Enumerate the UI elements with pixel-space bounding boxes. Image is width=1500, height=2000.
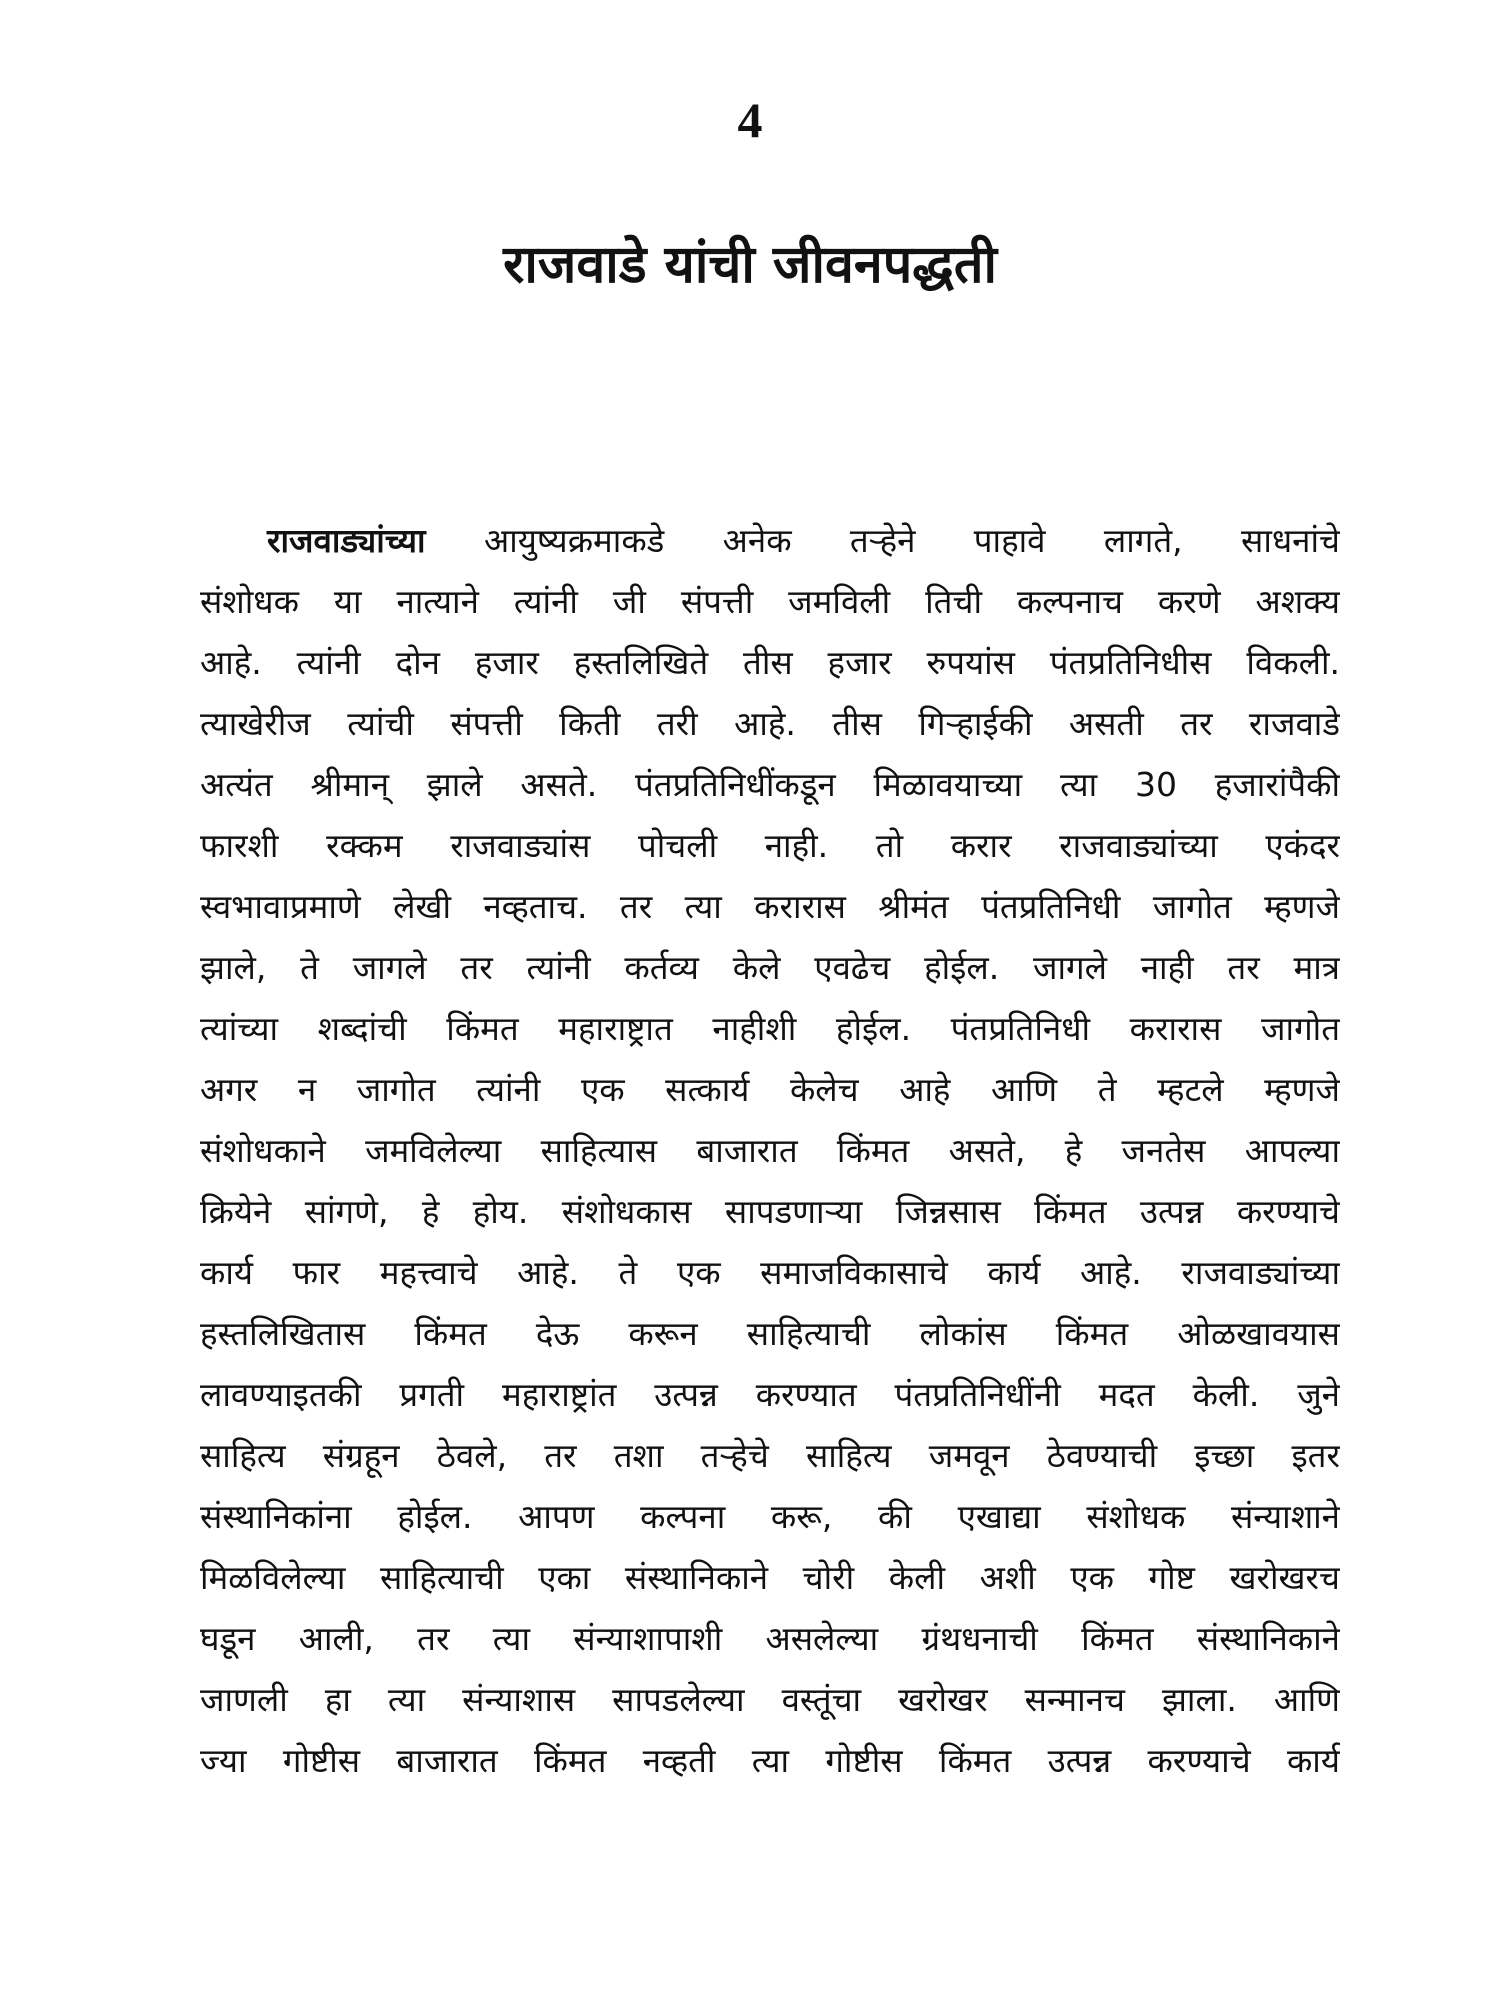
paragraph-line: अत्यंत श्रीमान् झाले असते. पंतप्रतिनिधींकडून मिळावयाच्या त्या 30 हजारांपैकी xyxy=(200,765,1340,804)
paragraph-line: झाले, ते जागले तर त्यांनी कर्तव्य केले एवढेच होईल. जागले नाही तर मात्र xyxy=(200,948,1340,987)
paragraph-line xyxy=(200,510,1340,571)
paragraph-line: मिळविलेल्या साहित्याची एका संस्थानिकाने चोरी केली अशी एक गोष्ट खरोखरच xyxy=(200,1558,1340,1597)
paragraph-line: त्याखेरीज त्यांची संपत्ती किती तरी आहे. तीस गिऱ्हाईकी असती तर राजवाडे xyxy=(200,704,1340,743)
paragraph-line: ज्या गोष्टीस बाजारात किंमत नव्हती त्या गोष्टीस किंमत उत्पन्न करण्याचे कार्य xyxy=(200,1741,1340,1780)
paragraph-line: जाणली हा त्या संन्याशास सापडलेल्या वस्तूंचा खरोखर सन्मानच झाला. आणि xyxy=(200,1680,1340,1719)
paragraph-line: लावण्याइतकी प्रगती महाराष्ट्रांत उत्पन्न करण्यात पंतप्रतिनिधींनी मदत केली. जुने xyxy=(200,1375,1340,1414)
paragraph-line: क्रियेने सांगणे, हे होय. संशोधकास सापडणाऱ्या जिन्नसास किंमत उत्पन्न करण्याचे xyxy=(200,1192,1340,1231)
paragraph-line: घडून आली, तर त्या संन्याशापाशी असलेल्या ग्रंथधनाची किंमत संस्थानिकाने xyxy=(200,1619,1340,1658)
paragraph-line: त्यांच्या शब्दांची किंमत महाराष्ट्रात नाहीशी होईल. पंतप्रतिनिधी करारास जागोत xyxy=(200,1009,1340,1048)
paragraph-line-text: आयुष्यक्रमाकडे अनेक तऱ्हेने पाहावे लागते, साधनांचे xyxy=(425,521,1340,560)
paragraph-line: स्वभावाप्रमाणे लेखी नव्हताच. तर त्या करारास श्रीमंत पंतप्रतिनिधी जागोत म्हणजे xyxy=(200,887,1340,926)
paragraph-line: हस्तलिखितास किंमत देऊ करून साहित्याची लोकांस किंमत ओळखावयास xyxy=(200,1314,1340,1353)
chapter-title: राजवाडे यांची जीवनपद्धती xyxy=(503,235,997,295)
paragraph-line: संशोधक या नात्याने त्यांनी जी संपत्ती जमविली तिची कल्पनाच करणे अशक्य xyxy=(200,582,1340,621)
paragraph-line: संशोधकाने जमविलेल्या साहित्यास बाजारात किंमत असते, हे जनतेस आपल्या xyxy=(200,1131,1340,1170)
paragraph-line: आहे. त्यांनी दोन हजार हस्तलिखिते तीस हजार रुपयांस पंतप्रतिनिधीस विकली. xyxy=(200,643,1340,682)
paragraph-line: साहित्य संग्रहून ठेवले, तर तशा तऱ्हेचे साहित्य जमवून ठेवण्याची इच्छा इतर xyxy=(200,1436,1340,1475)
paragraph-lead-word: राजवाड्यांच्या xyxy=(267,521,426,560)
chapter-number: 4 xyxy=(737,92,763,148)
paragraph-line: फारशी रक्कम राजवाड्यांस पोचली नाही. तो करार राजवाड्यांच्या एकंदर xyxy=(200,826,1340,865)
paragraph-line: अगर न जागोत त्यांनी एक सत्कार्य केलेच आहे आणि ते म्हटले म्हणजे xyxy=(200,1070,1340,1109)
body-paragraph xyxy=(200,510,1340,1791)
paragraph-line: कार्य फार महत्त्वाचे आहे. ते एक समाजविकासाचे कार्य आहे. राजवाड्यांच्या xyxy=(200,1253,1340,1292)
paragraph-line: संस्थानिकांना होईल. आपण कल्पना करू, की एखाद्या संशोधक संन्याशाने xyxy=(200,1497,1340,1536)
